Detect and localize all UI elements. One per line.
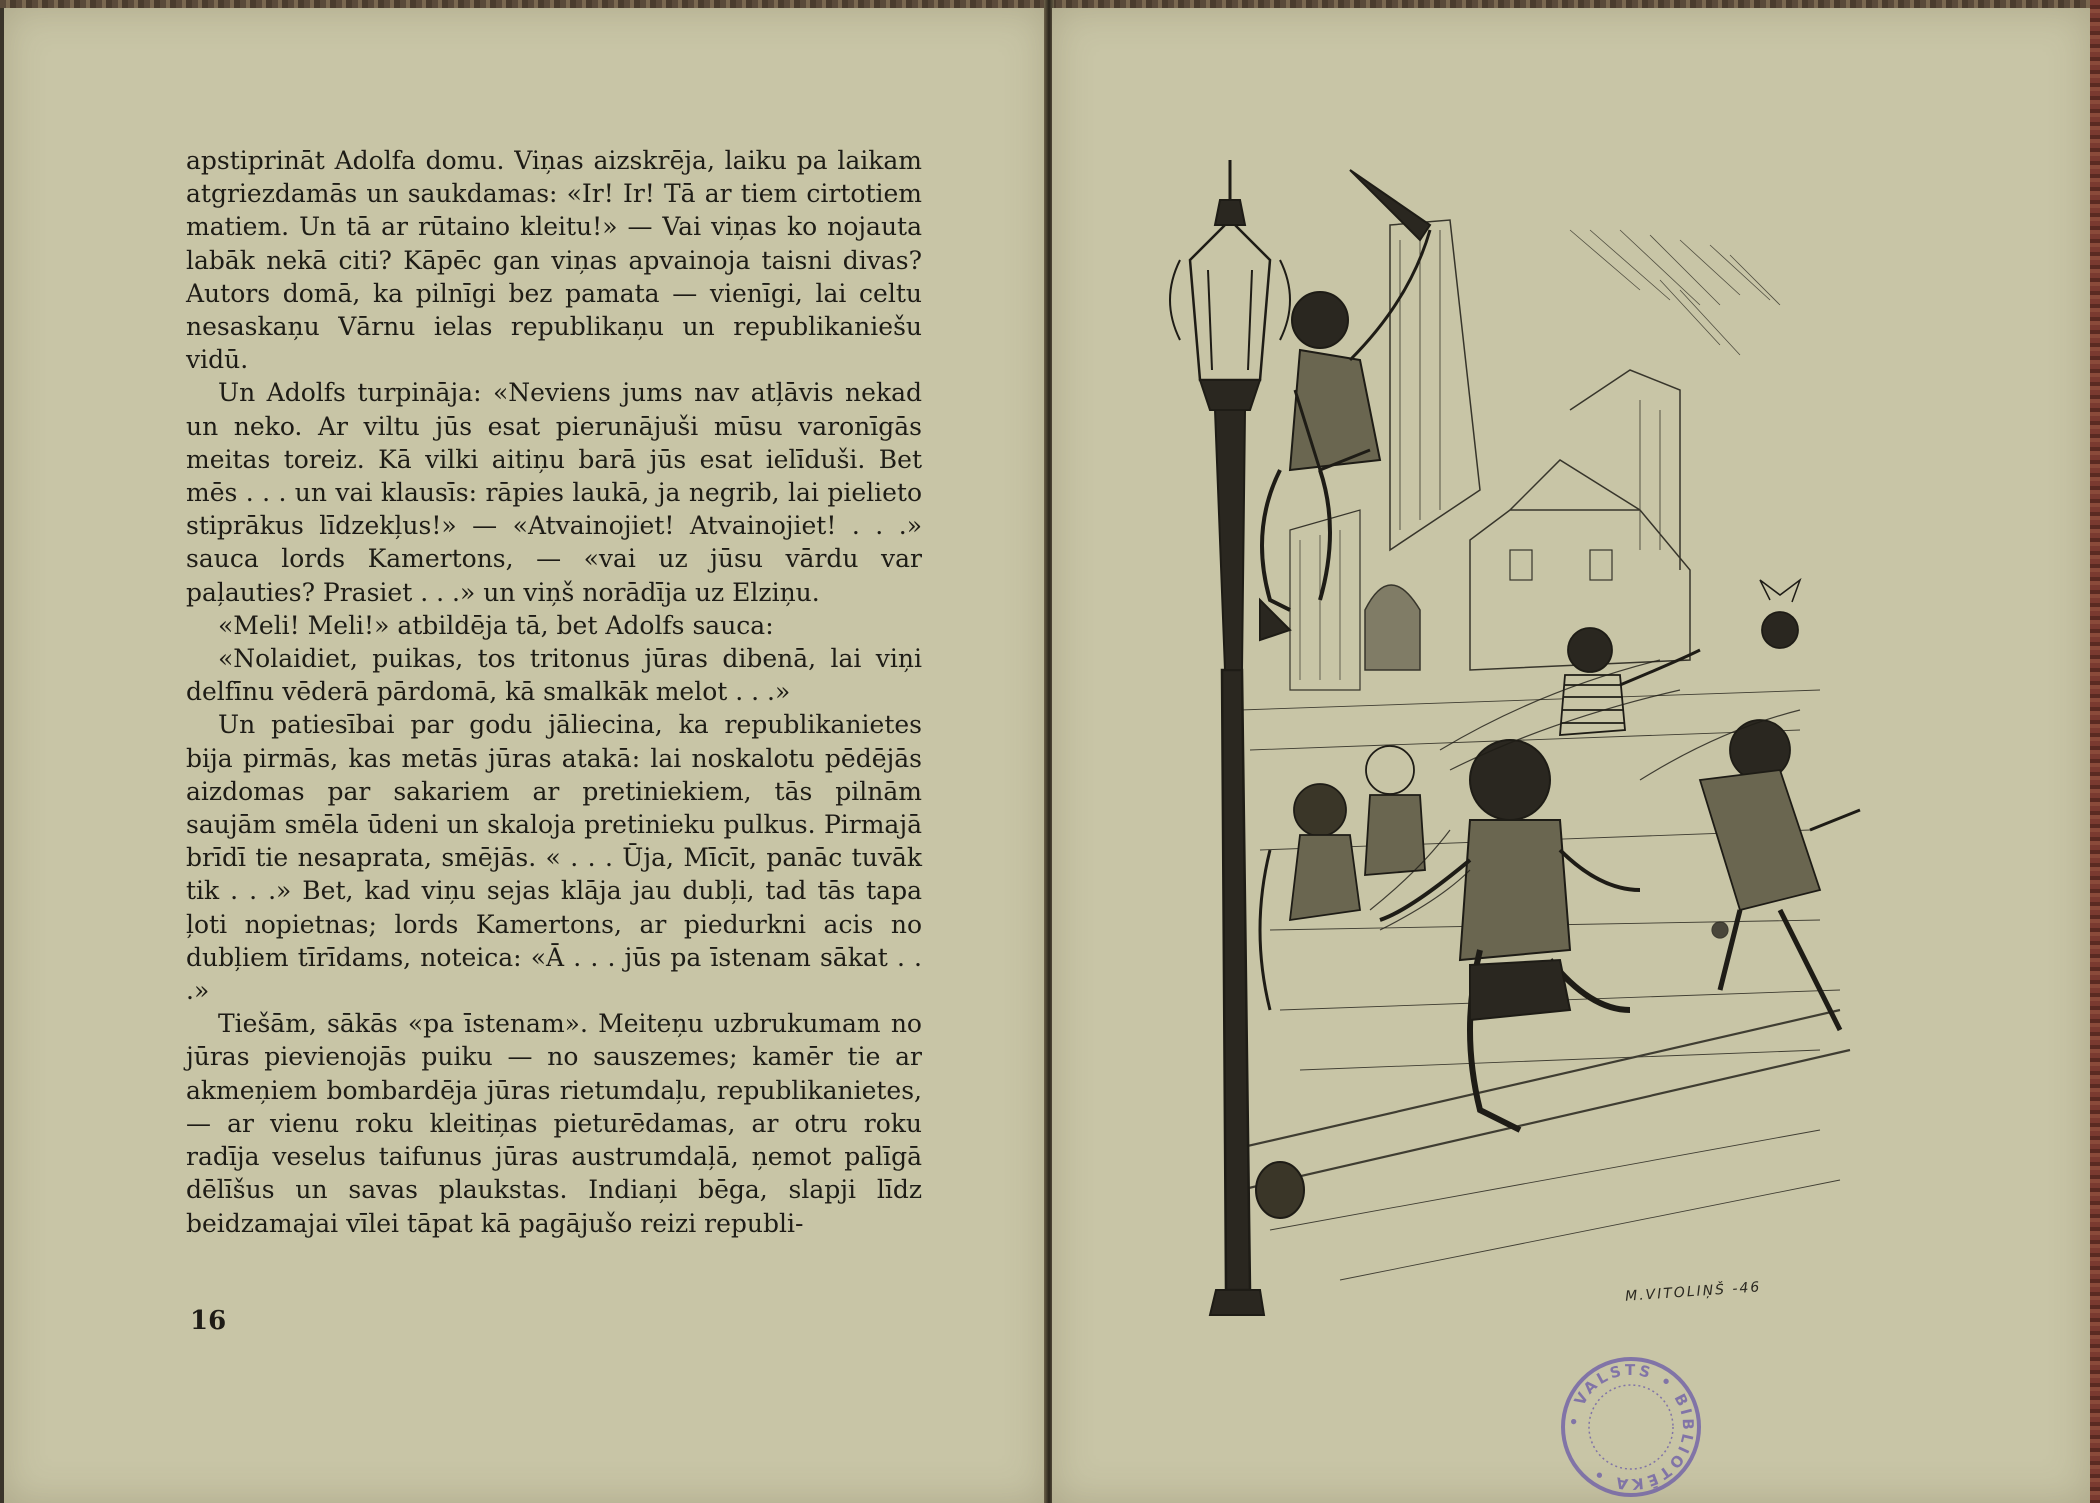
children-right [1700,580,1860,1030]
illustration [1120,130,1880,1330]
paragraph-6: Tiešām, sākās «pa īstenam». Meiteņu uzbrukumam no jūras pievienojās puiku — no sauszemes; kamēr tie ar akmeņiem bombardēja jūras rietumdaļu, republikanietes, — ar vienu roku kleitiņas pieturēdamas, ar otru roku radīja veselus taifunus jūras austrumdaļā, ņemot palīgā dēlīšus un savas plaukstas. Indiaņi bēga, slapji līdz beidzamajai vīlei tāpat kā pagājušo reizi republi- [186,1009,922,1238]
lamp-post [1170,160,1304,1315]
sky-hatching [1570,230,1780,355]
page-number: 16 [190,1306,227,1336]
paragraph-4: «Nolaidiet, puikas, tos tritonus jūras dibenā, lai viņi delfīnu vēderā pārdomā, kā smalkāk melot . . .» [186,644,922,707]
left-page-text [186,144,922,1240]
library-stamp [1556,1352,1706,1502]
paragraph-5: Un patiesībai par godu jāliecina, ka republikanietes bija pirmās, kas metās jūras atakā: lai noskalotu pēdējās aizdomas par sakariem ar pretiniekiem, tās pilnām saujām smēla ūdeni un skaloja pretinieku pulkus. Pirmajā brīdī tie nesaprata, smējās. « . . . Ūja, Mīcīt, panāc tuvāk tik . . .» Bet, kad viņu sejas klāja jau dubļi, tad tās tapa ļoti nopietnas; lords Kamertons, ar piedurkni acis no dubļiem tīrīdams, noteica: «Ā . . . jūs pa īstenam sākat . . .» [186,710,922,1006]
children-left [1260,746,1425,1010]
book-cover-edge [2090,0,2100,1503]
boy-on-lamp-post [1260,170,1430,640]
paragraph-3: «Meli! Meli!» atbildēja tā, bet Adolfs sauca: [218,610,774,640]
artist-signature: M.VITOLIŅŠ -46 [1624,1279,1762,1305]
paragraph-1: apstiprināt Adolfa domu. Viņas aizskrēja, laiku pa laikam atgriezdamās un saukdamas: «Ir! Ir! Tā ar tiem cirtotiem matiem. Un tā ar rūtaino kleitu!» — Vai viņas ko nojauta labāk nekā citi? Kāpēc gan viņas apvainoja taisni divas? Autors domā, ka pilnīgi bez pamata — vienīgi, lai celtu nesaskaņu Vārnu ielas republikaņu un republikaniešu vidū. [186,146,922,375]
svg-text:• VALSTS • BIBLIOTĒKA •: • VALSTS • BIBLIOTĒKA • [1564,1360,1698,1494]
paragraph-2: Un Adolfs turpināja: «Neviens jums nav atļāvis nekad un neko. Ar viltu jūs esat pierunājuši mūsu varonīgās meitas toreiz. Kā vilki aitiņu barā jūs esat ielīduši. Bet mēs . . . un vai klausīs: rāpies laukā, ja negrib, lai pielieto stiprākus līdzekļus!» — «Atvainojiet! Atvainojiet! . . .» sauca lords Kamertons, — «vai uz jūsu vārdu var paļauties? Prasiet . . .» un viņš norādīja uz Elziņu. [186,378,922,607]
boy-striped-shirt [1560,628,1700,735]
